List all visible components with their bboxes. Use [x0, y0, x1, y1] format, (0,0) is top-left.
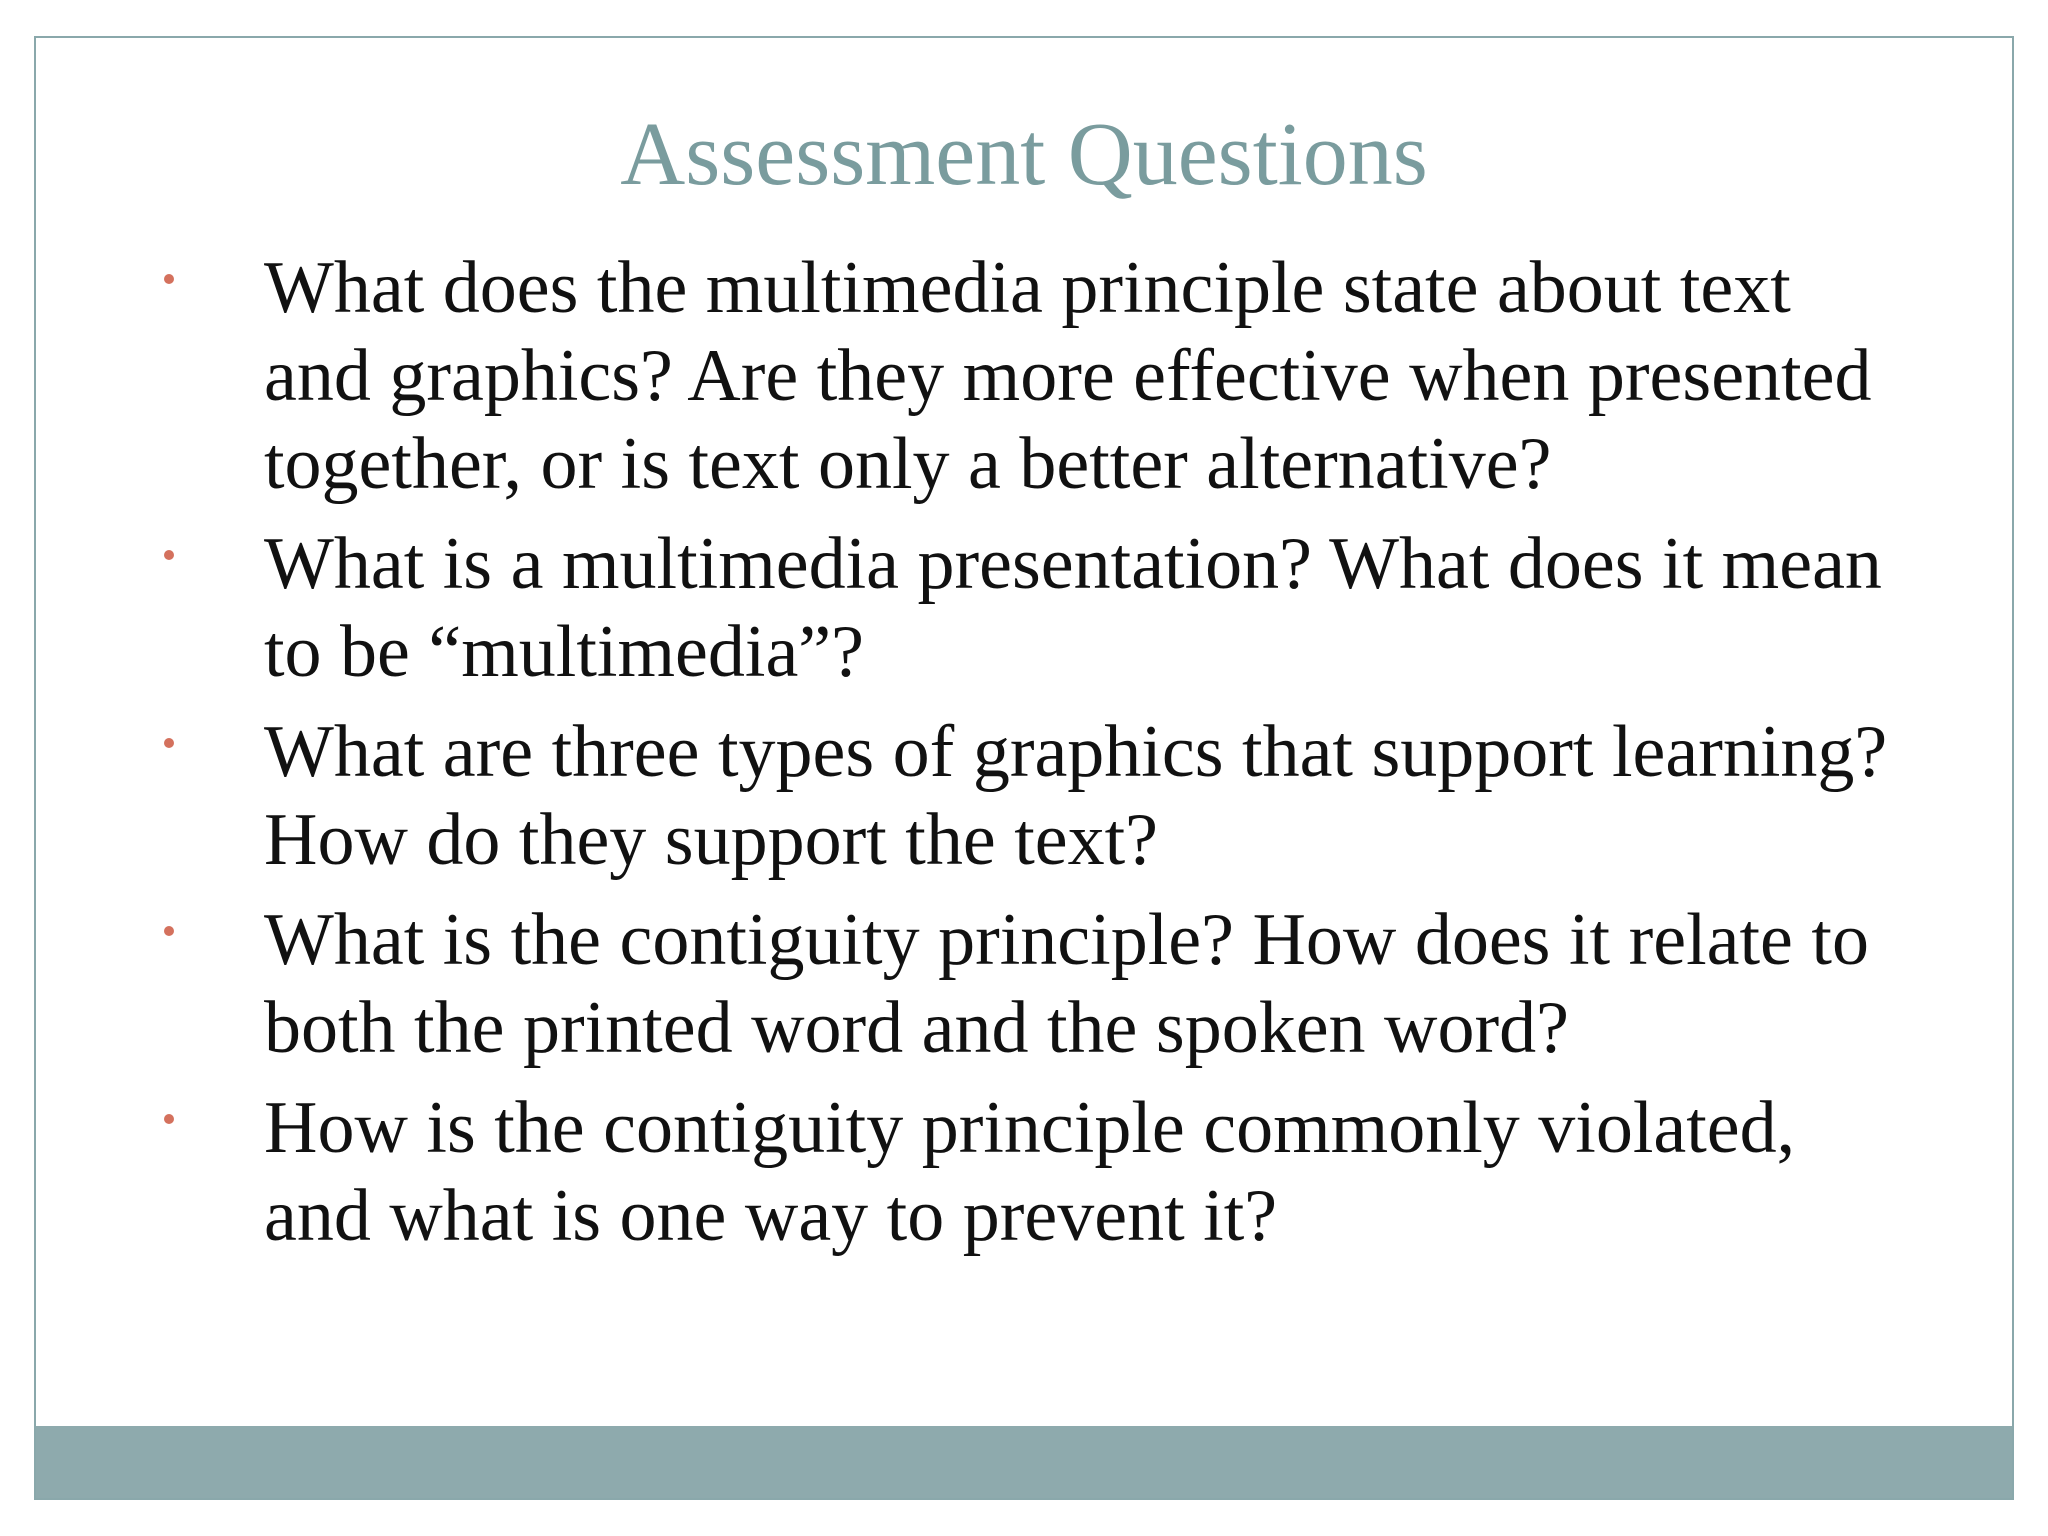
question-text: What does the multimedia principle state about text and graphics? Are they more effective when presented together, or is text only a better alternative?: [264, 247, 1872, 505]
bullet-dot-icon: [164, 1114, 174, 1124]
list-item: [36, 708, 2012, 884]
question-text: What is the contiguity principle? How does it relate to both the printed word and the spoken word?: [264, 899, 1869, 1069]
question-text: What is a multimedia presentation? What does it mean to be “multimedia”?: [264, 523, 1882, 693]
bullet-dot-icon: [164, 550, 174, 560]
bullet-dot-icon: [164, 274, 174, 284]
list-item: [36, 896, 2012, 1072]
question-list: [36, 244, 2012, 1272]
list-item: [36, 520, 2012, 696]
slide: [34, 36, 2014, 1500]
footer-band: [36, 1426, 2012, 1498]
question-text: What are three types of graphics that support learning? How do they support the text?: [264, 711, 1888, 881]
question-text: How is the contiguity principle commonly violated, and what is one way to prevent it?: [264, 1087, 1796, 1257]
list-item: [36, 244, 2012, 508]
bullet-dot-icon: [164, 738, 174, 748]
bullet-dot-icon: [164, 926, 174, 936]
slide-title: Assessment Questions: [620, 105, 1428, 204]
list-item: [36, 1084, 2012, 1260]
